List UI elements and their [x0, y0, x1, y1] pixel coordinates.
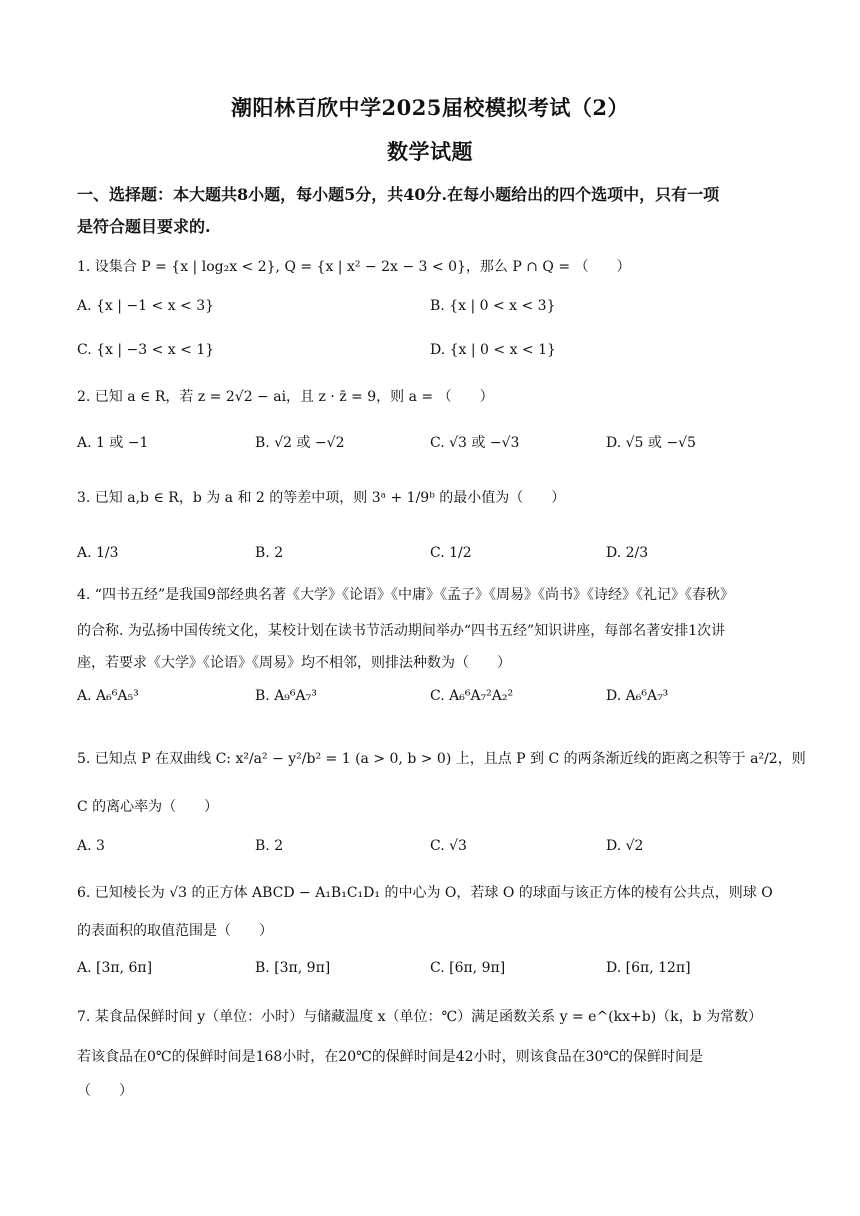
question-4-stem-line2: 的合称. 为弘扬中国传统文化，某校计划在读书节活动期间举办“四书五经”知识讲座，每部名著安排1次讲 — [77, 623, 726, 639]
question-6-option-c: C. [6π, 9π] — [430, 960, 506, 976]
question-7-stem-line1: 7. 某食品保鲜时间 y（单位：小时）与储藏温度 x（单位：℃）满足函数关系 y = e^(kx+b)（k，b 为常数） — [77, 1009, 763, 1025]
question-3-option-d: D. 2/3 — [606, 545, 649, 561]
question-4-option-c: C. A₆⁶A₇²A₂² — [430, 688, 514, 704]
question-4-stem-line3: 座，若要求《大学》《论语》《周易》均不相邻，则排法种数为（ ） — [77, 655, 511, 671]
question-5-option-b: B. 2 — [255, 838, 284, 854]
question-3-option-a: A. 1/3 — [77, 545, 119, 561]
section-header-line2: 是符合题目要求的. — [77, 217, 211, 236]
question-1-stem: 1. 设集合 P = {x | log₂x < 2}, Q = {x | x² − 2x − 3 < 0}，那么 P ∩ Q = （ ） — [77, 259, 631, 275]
question-3-option-b: B. 2 — [255, 545, 284, 561]
school-title: 潮阳林百欣中学2025届校模拟考试（2） — [230, 95, 630, 120]
question-5-stem-line1: 5. 已知点 P 在双曲线 C: x²/a² − y²/b² = 1 (a > 0, b > 0) 上，且点 P 到 C 的两条渐近线的距离之积等于 a²/2，则 — [77, 751, 806, 767]
question-5-option-c: C. √3 — [430, 838, 467, 854]
question-5-option-a: A. 3 — [77, 838, 105, 854]
question-5-stem-line2: C 的离心率为（ ） — [77, 799, 219, 815]
section-header-line1: 一、选择题：本大题共8小题，每小题5分，共40分.在每小题给出的四个选项中，只有一项 — [77, 185, 720, 204]
question-4-stem-line1: 4. “四书五经”是我国9部经典名著《大学》《论语》《中庸》《孟子》《周易》《尚书》《诗经》《礼记》《春秋》 — [77, 587, 735, 603]
question-4-option-a: A. A₆⁶A₅³ — [77, 688, 139, 704]
question-6-stem-line1: 6. 已知棱长为 √3 的正方体 ABCD − A₁B₁C₁D₁ 的中心为 O，若球 O 的球面与该正方体的棱有公共点，则球 O — [77, 885, 773, 901]
question-6-stem-line2: 的表面积的取值范围是（ ） — [77, 923, 273, 939]
question-6-option-d: D. [6π, 12π] — [606, 960, 691, 976]
question-1-option-c: C. {x | −3 < x < 1} — [77, 342, 215, 358]
question-2-option-a: A. 1 或 −1 — [77, 435, 149, 451]
question-6-option-a: A. [3π, 6π] — [77, 960, 153, 976]
subject-title: 数学试题 — [387, 139, 473, 164]
question-4-option-b: B. A₉⁶A₇³ — [255, 688, 317, 704]
question-2-option-d: D. √5 或 −√5 — [606, 435, 696, 451]
question-3-option-c: C. 1/2 — [430, 545, 472, 561]
question-4-option-d: D. A₆⁶A₇³ — [606, 688, 669, 704]
question-3-stem: 3. 已知 a,b ∈ R，b 为 a 和 2 的等差中项，则 3ᵃ + 1/9ᵇ 的最小值为（ ） — [77, 490, 566, 506]
question-1-option-d: D. {x | 0 < x < 1} — [430, 342, 556, 358]
question-7-stem-line3: （ ） — [77, 1083, 133, 1099]
question-2-stem: 2. 已知 a ∈ R，若 z = 2√2 − ai，且 z · z̄ = 9，则 a = （ ） — [77, 389, 494, 405]
question-1-option-a: A. {x | −1 < x < 3} — [77, 298, 215, 314]
question-6-option-b: B. [3π, 9π] — [255, 960, 331, 976]
question-2-option-b: B. √2 或 −√2 — [255, 435, 345, 451]
question-7-stem-line2: 若该食品在0℃的保鲜时间是168小时，在20℃的保鲜时间是42小时，则该食品在30℃的保鲜时间是 — [77, 1049, 704, 1065]
question-2-option-c: C. √3 或 −√3 — [430, 435, 520, 451]
question-1-option-b: B. {x | 0 < x < 3} — [430, 298, 556, 314]
question-5-option-d: D. √2 — [606, 838, 644, 854]
